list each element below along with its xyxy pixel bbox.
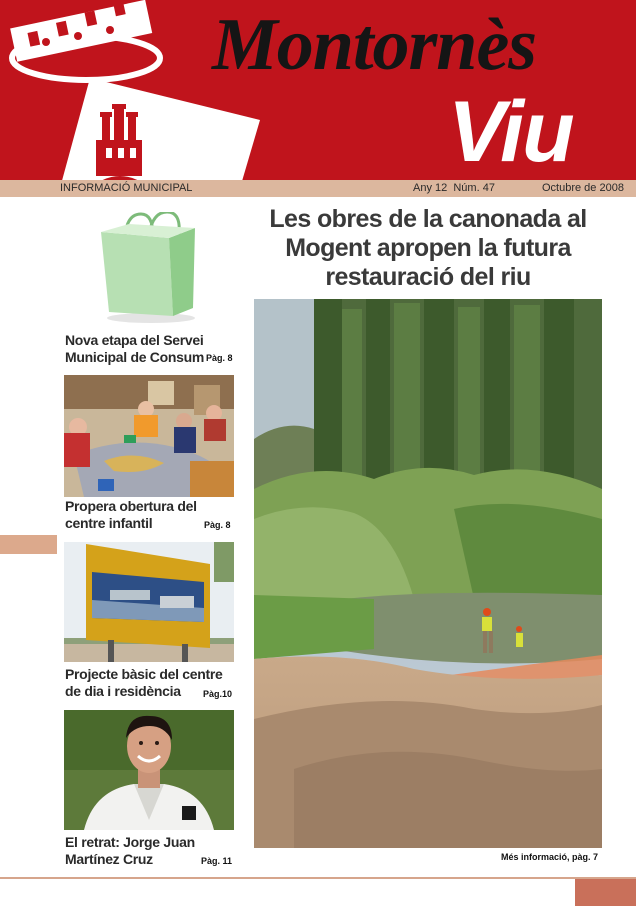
info-bar xyxy=(0,180,636,197)
section-label: INFORMACIÓ MUNICIPAL xyxy=(60,182,193,194)
story-title-line: Projecte bàsic del centre xyxy=(65,666,223,682)
story-title-line: Martínez Cruz xyxy=(65,851,153,867)
issue-number: Any 12 Núm. 47 xyxy=(413,182,495,194)
main-photo-river-works[interactable] xyxy=(254,299,602,848)
side-tab-accent xyxy=(0,535,57,554)
footer-rule xyxy=(0,877,636,879)
headline-line: Les obres de la canonada al xyxy=(269,205,587,233)
page-ref-centre-de-dia[interactable]: Pàg.10 xyxy=(203,689,233,699)
portrait-photo xyxy=(64,710,234,830)
masthead xyxy=(0,0,636,180)
issue-date: Octubre de 2008 xyxy=(542,182,624,194)
story-title-line: Nova etapa del Servei xyxy=(65,332,204,348)
coat-of-arms-logo-icon xyxy=(60,78,260,180)
page-ref-consum[interactable]: Pàg. 8 xyxy=(206,353,233,363)
more-info-link[interactable]: Més informació, pàg. 7 xyxy=(501,852,599,862)
headline-line: restauració del riu xyxy=(325,263,531,291)
thumb-project-billboard[interactable] xyxy=(64,542,234,662)
brand-title-montornes: Montornès xyxy=(212,4,537,86)
story-title-line: Propera obertura del xyxy=(65,498,197,514)
brand-title-viu: Viu xyxy=(448,84,573,180)
headline-line: Mogent apropen la futura xyxy=(285,234,571,262)
story-title-line: de dia i residència xyxy=(65,683,181,699)
story-title-line: Municipal de Consum xyxy=(65,349,204,365)
shopping-bag-icon xyxy=(95,212,205,324)
thumb-portrait[interactable] xyxy=(64,710,234,830)
river-works-photo xyxy=(254,299,602,848)
children-playing-photo xyxy=(64,375,234,497)
story-title-line: centre infantil xyxy=(65,515,153,531)
main-headline[interactable] xyxy=(254,205,602,292)
thumb-children-playing[interactable] xyxy=(64,375,234,497)
story-title-line: El retrat: Jorge Juan xyxy=(65,834,195,850)
page-ref-retrat[interactable]: Pàg. 11 xyxy=(201,856,233,866)
page-ref-centre-infantil[interactable]: Pàg. 8 xyxy=(204,520,231,530)
project-billboard-photo xyxy=(64,542,234,662)
footer-accent-block xyxy=(575,879,636,906)
